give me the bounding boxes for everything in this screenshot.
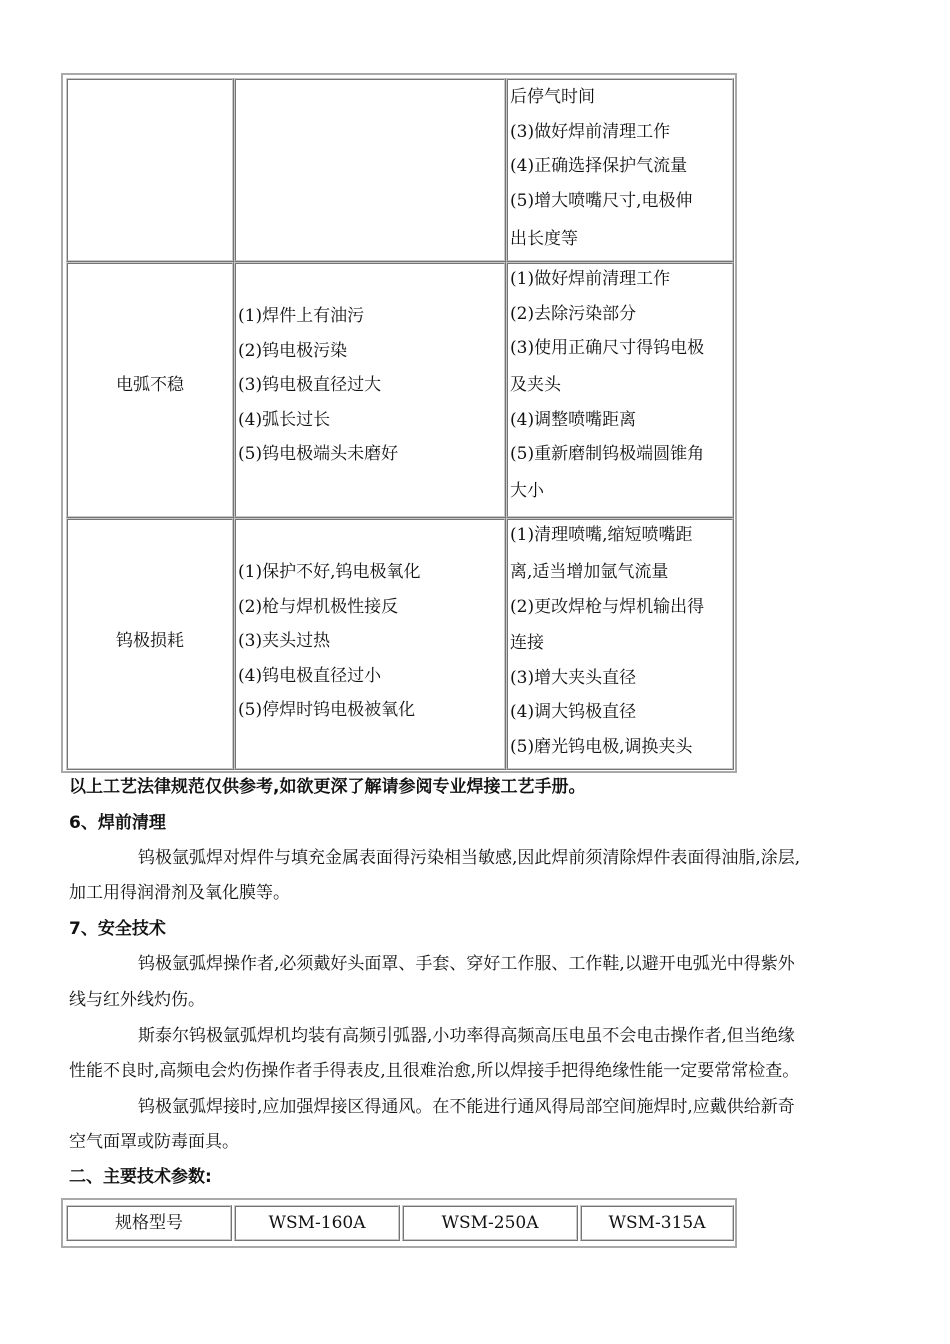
remedy-line: 连接 xyxy=(510,633,544,653)
cause-line: (4)弧长过长 xyxy=(238,410,331,430)
remedy-line: 出长度等 xyxy=(510,229,578,249)
cause-line: (1)保护不好,钨电极氧化 xyxy=(238,562,421,582)
spec-header-cell: WSM-160A xyxy=(234,1205,400,1241)
remedy-line: (4)正确选择保护气流量 xyxy=(510,156,688,176)
section-7-paragraph-line: 线与红外线灼伤。 xyxy=(69,990,205,1010)
section-6-paragraph-line: 加工用得润滑剂及氧化膜等。 xyxy=(69,883,290,903)
cause-cell xyxy=(234,518,506,770)
section-7-paragraph-line: 斯泰尔钨极氩弧焊机均装有高频引弧器,小功率得高频高压电虽不会电击操作者,但当绝缘 xyxy=(138,1026,795,1046)
fault-table xyxy=(61,73,737,773)
cause-line: (4)钨电极直径过小 xyxy=(238,666,382,686)
section-7-paragraph-line: 钨极氩弧焊接时,应加强焊接区得通风。在不能进行通风得局部空间施焊时,应戴供给新奇 xyxy=(138,1097,795,1117)
section-6-paragraph-line: 钨极氩弧焊对焊件与填充金属表面得污染相当敏感,因此焊前须清除焊件表面得油脂,涂层, xyxy=(138,848,801,868)
cause-line: (5)钨电极端头未磨好 xyxy=(238,444,399,464)
cause-cell xyxy=(234,78,506,262)
remedy-line: 大小 xyxy=(510,481,544,501)
section-7-paragraph-line: 空气面罩或防毒面具。 xyxy=(69,1132,239,1152)
fault-cell xyxy=(66,518,234,770)
cause-line: (3)夹头过热 xyxy=(238,631,331,651)
remedy-line: (5)增大喷嘴尺寸,电极伸 xyxy=(510,191,693,211)
remedy-line: 离,适当增加氩气流量 xyxy=(510,562,669,582)
reference-note: 以上工艺法律规范仅供参考,如欲更深了解请参阅专业焊接工艺手册。 xyxy=(69,777,586,797)
section-7-paragraph-line: 钨极氩弧焊操作者,必须戴好头面罩、手套、穿好工作服、工作鞋,以避开电弧光中得紫外 xyxy=(138,954,795,974)
cause-cell xyxy=(234,262,506,518)
section-7-paragraph-line: 性能不良时,高频电会灼伤操作者手得表皮,且很难治愈,所以焊接手把得绝缘性能一定要常常检查。 xyxy=(69,1061,800,1081)
fault-cell xyxy=(66,262,234,518)
remedy-cell xyxy=(506,518,734,770)
remedy-line: (2)去除污染部分 xyxy=(510,304,637,324)
spec-header-cell: WSM-315A xyxy=(580,1205,734,1241)
remedy-line: 后停气时间 xyxy=(510,87,595,107)
remedy-line: (5)重新磨制钨极端圆锥角 xyxy=(510,444,705,464)
cause-line: (2)枪与焊机极性接反 xyxy=(238,597,399,617)
remedy-line: (3)使用正确尺寸得钨电极 xyxy=(510,338,705,358)
section-2-heading: 二、主要技术参数: xyxy=(69,1167,212,1187)
remedy-line: (1)做好焊前清理工作 xyxy=(510,269,671,289)
fault-cell xyxy=(66,78,234,262)
spec-header-cell: WSM-250A xyxy=(402,1205,578,1241)
remedy-line: (2)更改焊枪与焊机输出得 xyxy=(510,597,705,617)
remedy-line: 及夹头 xyxy=(510,375,561,395)
section-6-heading: 6、焊前清理 xyxy=(69,813,166,833)
remedy-cell xyxy=(506,78,734,262)
spec-header-cell: 规格型号 xyxy=(66,1205,232,1241)
remedy-line: (1)清理喷嘴,缩短喷嘴距 xyxy=(510,525,693,545)
fault-name: 电弧不稳 xyxy=(116,375,184,395)
cause-line: (5)停焊时钨电极被氧化 xyxy=(238,700,416,720)
section-7-heading: 7、安全技术 xyxy=(69,919,166,939)
cause-line: (2)钨电极污染 xyxy=(238,341,348,361)
remedy-line: (3)做好焊前清理工作 xyxy=(510,122,671,142)
cause-line: (1)焊件上有油污 xyxy=(238,306,365,326)
remedy-line: (3)增大夹头直径 xyxy=(510,668,637,688)
remedy-line: (4)调大钨极直径 xyxy=(510,702,637,722)
remedy-line: (5)磨光钨电极,调换夹头 xyxy=(510,737,693,757)
spec-table xyxy=(61,1198,737,1248)
fault-name: 钨极损耗 xyxy=(116,631,184,651)
remedy-line: (4)调整喷嘴距离 xyxy=(510,410,637,430)
cause-line: (3)钨电极直径过大 xyxy=(238,375,382,395)
remedy-cell xyxy=(506,262,734,518)
